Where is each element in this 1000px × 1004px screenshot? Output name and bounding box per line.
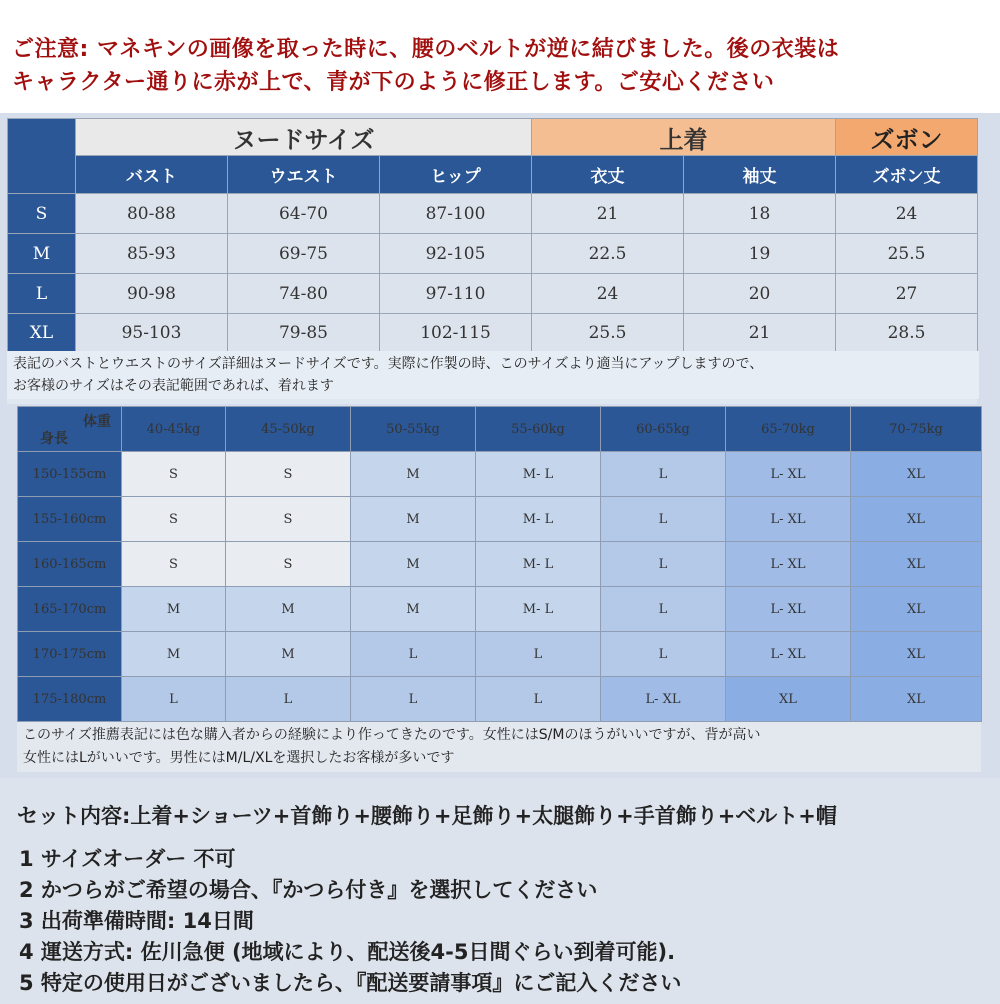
height-label: 身長 xyxy=(40,431,68,447)
table-cell: L xyxy=(476,632,601,677)
size-label: L xyxy=(8,274,76,314)
table-cell: 92-105 xyxy=(380,234,532,274)
list-item: 5 特定の使用日がございましたら、『配送要請事項』にご記入ください xyxy=(19,971,682,995)
recommend-corner xyxy=(18,407,122,452)
list-item: 3 出荷準備時間: 14日間 xyxy=(19,909,254,933)
table-cell: L- XL xyxy=(601,677,726,722)
height-header: 165-170cm xyxy=(18,587,122,632)
table-cell: S xyxy=(122,452,226,497)
table-cell: L xyxy=(351,677,476,722)
table-cell: M xyxy=(351,542,476,587)
group-pants: ズボン xyxy=(836,119,978,156)
size-note-line-1: 表記のバストとウエストのサイズ詳細はヌードサイズです。実際に作製の時、このサイズより適当にアップしますので、 xyxy=(13,356,764,372)
recommend-note-line-1: このサイズ推薦表記には色な購入者からの経験により作ってきたのです。女性にはS/Mのほうがいいですが、背が高い xyxy=(23,727,761,743)
weight-header: 55-60kg xyxy=(476,407,601,452)
table-cell: 74-80 xyxy=(228,274,380,314)
notice-banner xyxy=(0,0,1000,113)
size-note xyxy=(7,351,979,399)
table-cell: XL xyxy=(726,677,851,722)
weight-header: 65-70kg xyxy=(726,407,851,452)
table-cell: 97-110 xyxy=(380,274,532,314)
weight-label: 体重 xyxy=(83,414,111,430)
size-label: S xyxy=(8,194,76,234)
height-header: 175-180cm xyxy=(18,677,122,722)
table-cell: 25.5 xyxy=(836,234,978,274)
group-nude-size: ヌードサイズ xyxy=(76,119,532,156)
list-item: 2 かつらがご希望の場合、『かつら付き』を選択してください xyxy=(19,878,598,902)
table-cell: L- XL xyxy=(726,632,851,677)
notice-line-1: ご注意: マネキンの画像を取った時に、腰のベルトが逆に結びました。後の衣装は xyxy=(12,37,840,62)
col-header: ウエスト xyxy=(228,156,380,194)
size-table xyxy=(7,118,978,352)
size-corner xyxy=(8,119,76,194)
table-cell: S xyxy=(226,452,351,497)
table-cell: L- XL xyxy=(726,542,851,587)
recommend-chart xyxy=(17,406,981,772)
table-cell: 24 xyxy=(836,194,978,234)
table-cell: M xyxy=(226,587,351,632)
size-note-line-2: お客様のサイズはその表記範囲であれば、着れます xyxy=(13,378,334,394)
table-cell: S xyxy=(226,542,351,587)
table-cell: 69-75 xyxy=(228,234,380,274)
table-cell: L- XL xyxy=(726,497,851,542)
recommend-note xyxy=(17,722,981,772)
table-cell: 18 xyxy=(684,194,836,234)
set-contents: セット内容:上着+ショーツ+首飾り+腰飾り+足飾り+太腿飾り+手首飾り+ベルト+帽 xyxy=(17,804,837,828)
height-header: 170-175cm xyxy=(18,632,122,677)
table-cell: L xyxy=(601,632,726,677)
table-cell: M xyxy=(122,632,226,677)
table-cell: 87-100 xyxy=(380,194,532,234)
table-cell: 22.5 xyxy=(532,234,684,274)
product-info xyxy=(0,778,1000,1004)
table-cell: M- L xyxy=(476,452,601,497)
table-cell: 25.5 xyxy=(532,314,684,352)
weight-header: 60-65kg xyxy=(601,407,726,452)
col-header: 袖丈 xyxy=(684,156,836,194)
weight-header: 40-45kg xyxy=(122,407,226,452)
table-cell: XL xyxy=(851,677,982,722)
col-header: ヒップ xyxy=(380,156,532,194)
recommend-note-line-2: 女性にはLがいいです。男性にはM/L/XLを選択したお客様が多いです xyxy=(23,750,455,766)
table-cell: 27 xyxy=(836,274,978,314)
table-cell: M xyxy=(351,587,476,632)
col-header: バスト xyxy=(76,156,228,194)
table-cell: M xyxy=(351,497,476,542)
table-cell: 24 xyxy=(532,274,684,314)
weight-header: 70-75kg xyxy=(851,407,982,452)
height-header: 160-165cm xyxy=(18,542,122,587)
height-header: 150-155cm xyxy=(18,452,122,497)
table-cell: L- XL xyxy=(726,587,851,632)
recommend-table xyxy=(17,406,982,722)
table-cell: 95-103 xyxy=(76,314,228,352)
weight-header: 45-50kg xyxy=(226,407,351,452)
table-cell: M xyxy=(351,452,476,497)
notice-line-2: キャラクター通りに赤が上で、青が下のように修正します。ご安心ください xyxy=(12,70,775,95)
list-item: 4 運送方式: 佐川急便 (地域により、配送後4-5日間ぐらい到着可能). xyxy=(19,940,676,964)
info-list xyxy=(19,844,681,999)
height-header: 155-160cm xyxy=(18,497,122,542)
group-top: 上着 xyxy=(532,119,836,156)
table-cell: S xyxy=(122,542,226,587)
table-cell: M- L xyxy=(476,542,601,587)
table-cell: L- XL xyxy=(726,452,851,497)
size-chart xyxy=(7,118,977,404)
table-cell: M- L xyxy=(476,497,601,542)
table-cell: L xyxy=(476,677,601,722)
table-cell: 79-85 xyxy=(228,314,380,352)
table-cell: L xyxy=(226,677,351,722)
table-cell: XL xyxy=(851,497,982,542)
table-cell: 20 xyxy=(684,274,836,314)
table-cell: L xyxy=(601,542,726,587)
table-cell: XL xyxy=(851,542,982,587)
col-header: ズボン丈 xyxy=(836,156,978,194)
table-cell: L xyxy=(601,587,726,632)
table-cell: 85-93 xyxy=(76,234,228,274)
table-cell: L xyxy=(122,677,226,722)
table-cell: XL xyxy=(851,587,982,632)
table-cell: M xyxy=(122,587,226,632)
col-header: 衣丈 xyxy=(532,156,684,194)
table-cell: L xyxy=(601,497,726,542)
table-cell: S xyxy=(226,497,351,542)
table-cell: 28.5 xyxy=(836,314,978,352)
size-label: XL xyxy=(8,314,76,352)
table-cell: 21 xyxy=(684,314,836,352)
table-cell: 64-70 xyxy=(228,194,380,234)
table-cell: L xyxy=(351,632,476,677)
size-label: M xyxy=(8,234,76,274)
table-cell: L xyxy=(601,452,726,497)
table-cell: S xyxy=(122,497,226,542)
list-item: 1 サイズオーダー 不可 xyxy=(19,847,236,871)
weight-header: 50-55kg xyxy=(351,407,476,452)
table-cell: 21 xyxy=(532,194,684,234)
table-cell: 80-88 xyxy=(76,194,228,234)
table-cell: XL xyxy=(851,632,982,677)
table-cell: 90-98 xyxy=(76,274,228,314)
table-cell: XL xyxy=(851,452,982,497)
table-cell: 19 xyxy=(684,234,836,274)
table-cell: M xyxy=(226,632,351,677)
table-cell: M- L xyxy=(476,587,601,632)
table-cell: 102-115 xyxy=(380,314,532,352)
